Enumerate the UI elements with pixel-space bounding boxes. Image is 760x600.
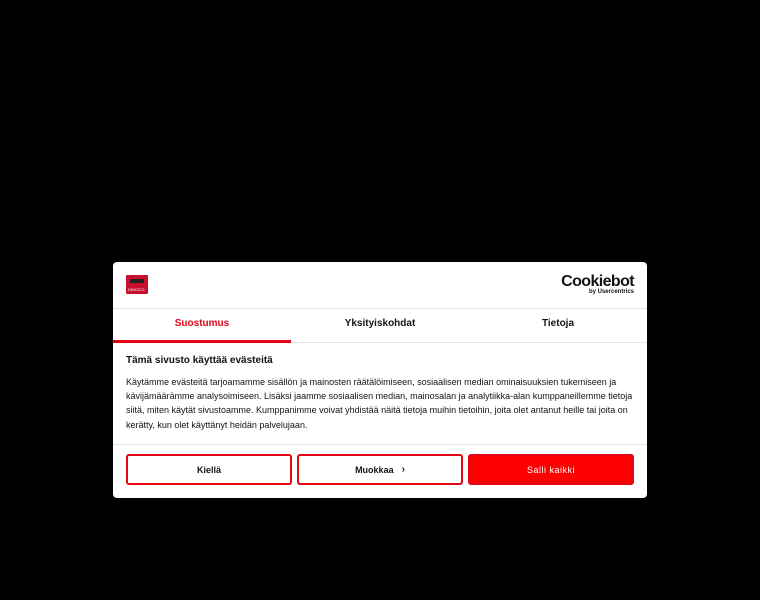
cookiebot-sub: by Usercentrics — [588, 289, 634, 295]
logo-text: DINOCO — [128, 287, 145, 292]
customize-label: Muokkaa — [355, 464, 394, 475]
tab-bar — [113, 309, 647, 343]
deny-label: Kiellä — [196, 464, 221, 475]
allow-all-label: Salli kaikki — [526, 464, 575, 475]
dialog-header — [113, 262, 647, 309]
allow-all-button[interactable] — [468, 454, 634, 485]
cookiebot-logo[interactable] — [561, 274, 634, 296]
cookie-consent-dialog — [113, 262, 647, 498]
action-bar — [113, 444, 647, 498]
chevron-right-icon: › — [401, 464, 405, 475]
consent-body — [113, 343, 647, 442]
tab-details[interactable]: Yksityiskohdat — [344, 318, 416, 329]
cookiebot-name: Cookiebot — [561, 273, 634, 290]
consent-text: Käytämme evästeitä tarjoamamme sisällön ja mainosten räätälöimiseen, sosiaalisen median ominaisuuksien tukemiseen ja kävijämäärämme analysoimiseen. Lisäksi jaamme sosiaalisen median, mainosalan ja analytiikka-alan kumppaneillemme tietoja siitä, miten käytät sivustoamme. Kumppanimme voivat yhdistää näitä tietoja muihin tietoihin, joita olet antanut heille tai joita on kerätty, kun olet käyttänyt heidän palvelujaan. — [126, 377, 633, 430]
site-logo — [126, 275, 148, 294]
consent-title: Tämä sivusto käyttää evästeitä — [126, 355, 273, 366]
tab-consent[interactable]: Suostumus — [113, 309, 291, 342]
tab-about[interactable]: Tietoja — [541, 318, 575, 329]
customize-button[interactable] — [297, 454, 463, 485]
deny-button[interactable] — [126, 454, 292, 485]
logo-mark — [130, 279, 144, 283]
